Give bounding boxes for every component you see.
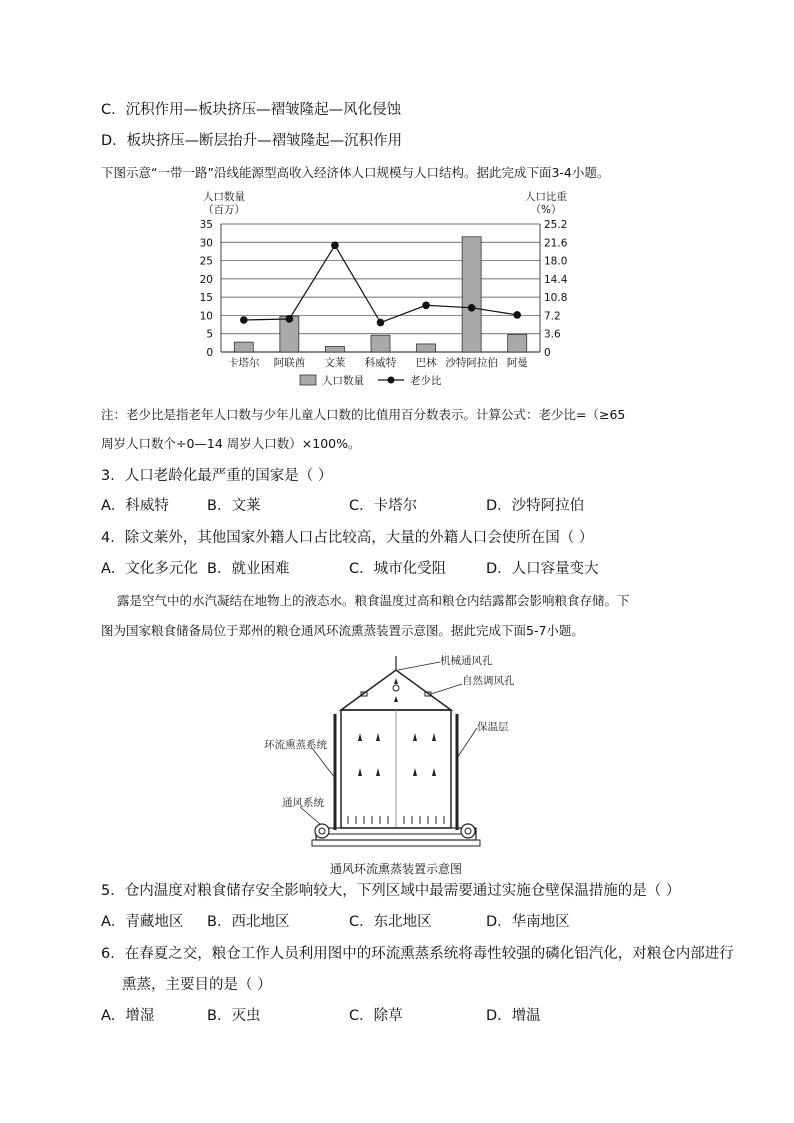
diagram-caption: 通风环流熏蒸装置示意图 bbox=[329, 862, 463, 876]
airflow-arrows-icon bbox=[358, 678, 436, 776]
y-tick-right: 21.6 bbox=[544, 237, 568, 250]
label-insulation: 保温层 bbox=[477, 721, 509, 733]
y-tick-left: 10 bbox=[199, 310, 213, 323]
y-tick-left: 5 bbox=[206, 328, 213, 341]
q3-option-b: B．文莱 bbox=[207, 498, 261, 514]
bar bbox=[234, 342, 253, 352]
legend-line-label: 老少比 bbox=[410, 375, 442, 387]
line-point bbox=[377, 319, 385, 327]
intro-5-7-line-1: 露是空气中的水汽凝结在地物上的液态水。粮食温度过高和粮仓内结露都会影响粮食存储。下 bbox=[117, 593, 630, 608]
y-tick-right: 7.2 bbox=[544, 310, 561, 323]
q6-stem-line-1: 6．在春夏之交，粮仓工作人员利用图中的环流熏蒸系统将毒性较强的磷化铝汽化，对粮仓内部进行 bbox=[101, 946, 734, 962]
note-line-2: 周岁人口数个÷0—14 周岁人口数）×100%。 bbox=[101, 436, 361, 451]
x-tick-label: 文莱 bbox=[324, 357, 346, 369]
q4-option-d: D．人口容量变大 bbox=[486, 561, 599, 577]
bar bbox=[508, 334, 527, 352]
y-tick-right: 18.0 bbox=[544, 255, 568, 268]
q5-option-d: D．华南地区 bbox=[486, 914, 570, 930]
mech-vent-icon bbox=[393, 685, 399, 691]
q5-stem: 5．仓内温度对粮食储存安全影响较大，下列区域中最需要通过实施仓壁保温措施的是（ ） bbox=[101, 883, 681, 899]
label-nat-vent: 自然调风孔 bbox=[462, 675, 515, 687]
q2-option-c: C．沉积作用—板块挤压—褶皱隆起—风化侵蚀 bbox=[101, 102, 402, 118]
bar bbox=[325, 347, 344, 352]
granary-diagram bbox=[0, 648, 794, 878]
q3-option-c: C．卡塔尔 bbox=[349, 498, 418, 514]
q2-option-d: D．板块挤压—断层抬升—褶皱隆起—沉积作用 bbox=[101, 133, 403, 149]
y-tick-right: 10.8 bbox=[544, 292, 568, 305]
y-label-right-unit: （%） bbox=[530, 204, 562, 216]
y-tick-right: 25.2 bbox=[544, 219, 568, 231]
fan-right-icon bbox=[461, 824, 475, 838]
note-line-1: 注：老少比是指老年人口数与少年儿童人口数的比值用百分数表示。计算公式：老少比=（≥65 bbox=[101, 407, 626, 422]
q3-stem: 3．人口老龄化最严重的国家是（ ） bbox=[101, 468, 333, 484]
y-tick-left: 0 bbox=[206, 347, 213, 359]
q6-option-c: C．除草 bbox=[349, 1008, 403, 1024]
y-label-right: 人口比重 bbox=[525, 191, 567, 203]
intro-3-4: 下图示意“一带一路”沿线能源型高收入经济体人口规模与人口结构。据此完成下面3-4小题。 bbox=[101, 165, 610, 180]
bar bbox=[417, 344, 436, 352]
bar bbox=[371, 335, 390, 352]
line-point bbox=[513, 311, 521, 319]
intro-5-7-line-2: 图为国家粮食储备局位于郑州的粮仓通风环流熏蒸装置示意图。据此完成下面5-7小题。 bbox=[101, 623, 584, 638]
label-ventilation: 通风系统 bbox=[282, 797, 324, 809]
y-tick-right: 3.6 bbox=[544, 328, 561, 341]
x-tick-label: 科威特 bbox=[364, 357, 397, 369]
y-tick-right: 14.4 bbox=[544, 273, 568, 286]
bar bbox=[462, 237, 481, 352]
q4-option-c: C．城市化受阻 bbox=[349, 561, 447, 577]
line-point bbox=[331, 242, 339, 250]
x-tick-label: 沙特阿拉伯 bbox=[445, 357, 498, 369]
population-chart bbox=[0, 186, 794, 406]
y-tick-left: 35 bbox=[199, 219, 213, 231]
x-tick-label: 阿曼 bbox=[506, 357, 528, 369]
label-fumigation: 环流熏蒸系统 bbox=[264, 739, 327, 751]
legend-line-point bbox=[388, 377, 395, 384]
x-tick-label: 阿联酋 bbox=[273, 357, 306, 369]
y-tick-left: 15 bbox=[199, 292, 213, 305]
line-point bbox=[240, 316, 248, 324]
y-label-left-unit: （百万） bbox=[203, 204, 245, 216]
label-mech-vent: 机械通风孔 bbox=[440, 655, 493, 667]
q3-option-a: A．科威特 bbox=[101, 498, 169, 514]
fan-left-icon bbox=[315, 824, 329, 838]
y-tick-left: 20 bbox=[199, 273, 213, 286]
q5-option-a: A．青藏地区 bbox=[101, 914, 184, 930]
q4-option-b: B．就业困难 bbox=[207, 561, 290, 577]
q4-stem: 4．除文莱外，其他国家外籍人口占比较高，大量的外籍人口会使所在国（ ） bbox=[101, 530, 594, 546]
q6-stem-line-2: 熏蒸，主要目的是（ ） bbox=[122, 977, 272, 993]
q6-option-d: D．增温 bbox=[486, 1008, 541, 1024]
q6-option-b: B．灭虫 bbox=[207, 1008, 261, 1024]
q5-option-c: C．东北地区 bbox=[349, 914, 432, 930]
line-point bbox=[286, 315, 294, 323]
granary-roof bbox=[341, 670, 451, 710]
q5-option-b: B．西北地区 bbox=[207, 914, 290, 930]
line-point bbox=[468, 304, 476, 312]
line-point bbox=[422, 301, 430, 309]
legend-bar-label: 人口数量 bbox=[322, 375, 364, 387]
y-tick-left: 30 bbox=[199, 237, 213, 250]
x-tick-label: 巴林 bbox=[415, 357, 437, 369]
q4-option-a: A．文化多元化 bbox=[101, 561, 198, 577]
y-label-left: 人口数量 bbox=[203, 191, 245, 203]
y-tick-right: 0 bbox=[544, 347, 551, 359]
x-tick-label: 卡塔尔 bbox=[228, 357, 260, 369]
y-tick-left: 25 bbox=[199, 255, 213, 268]
q6-option-a: A．增湿 bbox=[101, 1008, 155, 1024]
q3-option-d: D．沙特阿拉伯 bbox=[486, 498, 585, 514]
legend-bar-swatch bbox=[300, 375, 316, 385]
